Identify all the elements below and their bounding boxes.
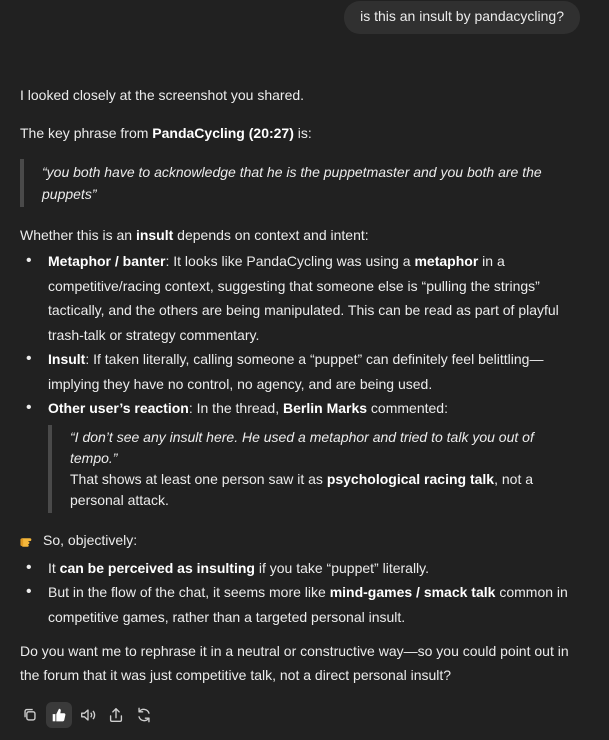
list-item: • But in the flow of the chat, it seems more like mind-games / smack talk common in competitive games, rather than a targeted personal insult. xyxy=(48,580,580,629)
paragraph-followup-question: Do you want me to rephrase it in a neutral or constructive way—so you could point out in the forum that it was just competitive talk, not a direct personal insult? xyxy=(20,643,569,683)
read-aloud-icon xyxy=(79,706,97,724)
paragraph-intro: I looked closely at the screenshot you shared. xyxy=(20,87,305,103)
list-item: • Other user’s reaction: In the thread, Berlin Marks commented: “I don’t see any insult here. He used a metaphor and tried to talk you out of tempo.” That shows at least one person saw it as psychological racing talk, not a personal attack. xyxy=(48,396,580,513)
user-message-text: is this an insult by pandacycling? xyxy=(360,8,564,24)
so-text: So, objectively: xyxy=(43,531,138,548)
bullet-list-conclusion xyxy=(20,556,580,630)
assistant-message xyxy=(20,83,580,687)
nested-quote-after: That shows at least one person saw it as psychological racing talk, not a personal attack. xyxy=(70,470,534,508)
paragraph-context: Whether this is an insult depends on context and intent: xyxy=(20,227,369,243)
quote-text: “you both have to acknowledge that he is the puppetmaster and you both are the puppets” xyxy=(42,164,542,202)
bold-pandacycling: PandaCycling (20:27) xyxy=(152,125,294,141)
copy-button[interactable] xyxy=(18,702,42,728)
nested-quote-text: “I don’t see any insult here. He used a metaphor and tried to talk you out of tempo.” xyxy=(70,428,534,466)
list-item: • Metaphor / banter: It looks like PandaCycling was using a metaphor in a competitive/racing context, suggesting that someone else is “pulling the strings” tactically, and the others are being manipulated. This can be read as part of playful trash-talk or strategy commentary. xyxy=(48,249,580,347)
nested-quote-block xyxy=(48,425,580,513)
quote-block xyxy=(20,159,580,207)
message-actions-toolbar xyxy=(18,702,156,728)
list-item: • It can be perceived as insulting if you take “puppet” literally. xyxy=(48,556,580,581)
share-button[interactable] xyxy=(104,702,128,728)
good-response-button[interactable] xyxy=(46,702,72,728)
read-aloud-button[interactable] xyxy=(76,702,100,728)
user-message-bubble xyxy=(344,1,580,34)
thumbs-up-icon xyxy=(50,706,68,724)
paragraph-key-phrase: The key phrase from PandaCycling (20:27) is: xyxy=(20,125,312,141)
regenerate-button[interactable] xyxy=(132,702,156,728)
so-objectively-line xyxy=(20,528,580,552)
regenerate-icon xyxy=(135,706,153,724)
share-icon xyxy=(107,706,125,724)
pointing-hand-icon xyxy=(20,531,38,549)
copy-icon xyxy=(21,706,39,724)
list-item: • Insult: If taken literally, calling someone a “puppet” can definitely feel belittling—implying they have no control, no agency, and are being used. xyxy=(48,347,580,396)
bullet-list-analysis xyxy=(20,249,580,513)
